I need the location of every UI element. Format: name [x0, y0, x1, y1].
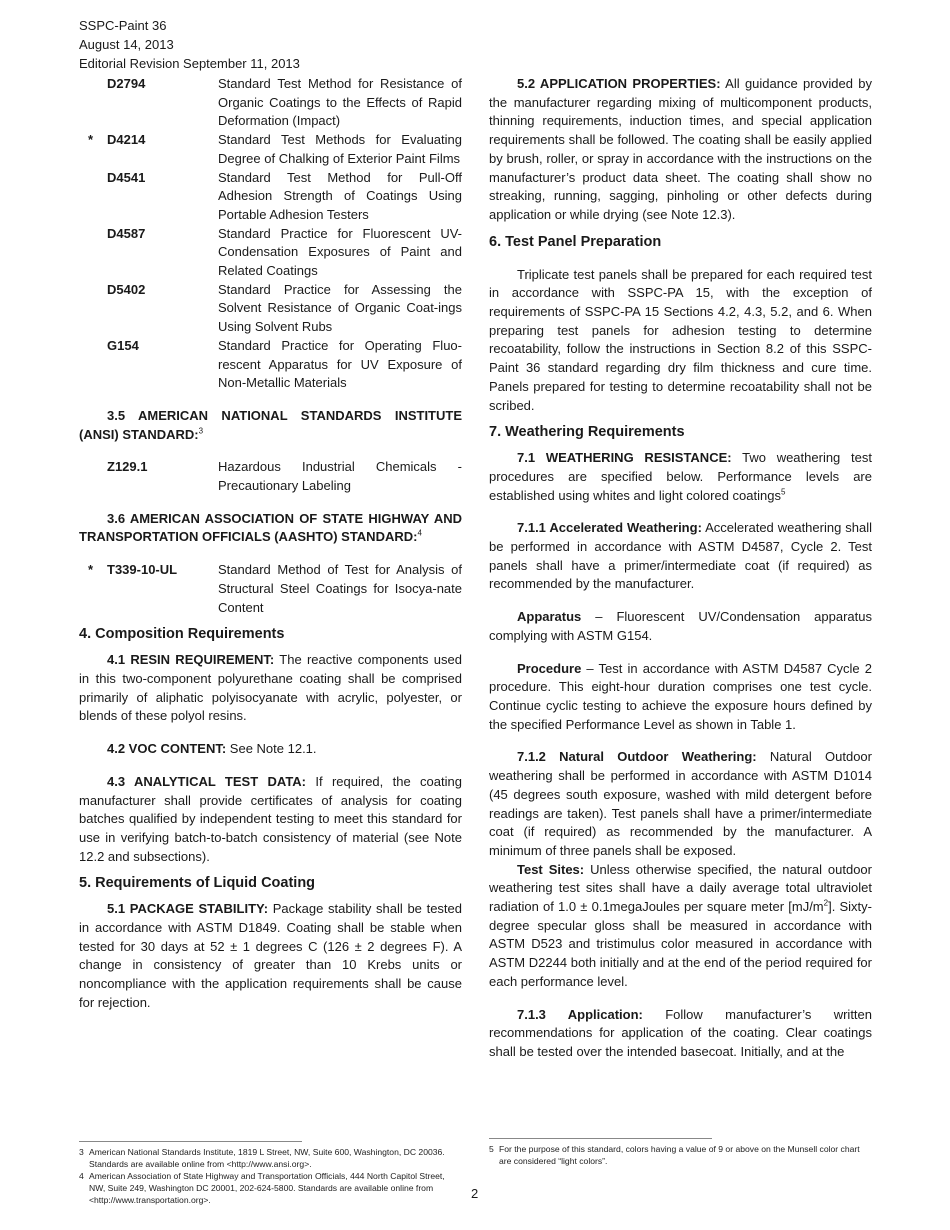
- paragraph-6: Triplicate test panels shall be prepared for each required test in accordance with SSPC-PA 15, with the exception of requirements of SSPC-PA 15 Sections 4.2, 4.3, 5.2, and 6. When preparing test panels for adhesion testing to determine recoatability, follow the instructions in Section 8.2 of this SSPC-Paint 36 standard regarding dry film thickness and cure time. Panels prepared for testing to determine recoatability shall not be scribed.: [489, 266, 872, 413]
- reference-row: [79, 337, 462, 393]
- reference-code: Z129.1: [107, 459, 148, 475]
- revision-marker: *: [87, 132, 93, 148]
- doc-date: August 14, 2013: [79, 37, 174, 52]
- paragraph-procedure: Procedure – Test in accordance with ASTM D4587 Cycle 2 procedure. This eight-hour duration comprises one test cycle. Continue cyclic testing to achieve the exposure hours defined by the specified Performance Level as shown in Table 1.: [489, 660, 872, 732]
- revision-marker: *: [87, 562, 93, 578]
- reference-title: Standard Practice for Assessing the Solvent Resistance of Organic Coat-ings Using Solvent Rubs: [218, 281, 462, 335]
- reference-code: T339-10-UL: [107, 562, 178, 578]
- paragraph-4-1: 4.1 RESIN REQUIREMENT: The reactive components used in this two-component polyurethane coating shall be comprised primarily of aliphatic polyisocyanate with acrylic, polyester, or blends of these polyol resins.: [79, 652, 462, 724]
- reference-row: [79, 169, 462, 225]
- paragraph-apparatus: Apparatus – Fluorescent UV/Condensation apparatus complying with ASTM G154.: [489, 609, 872, 643]
- paragraph-5-2: 5.2 APPLICATION PROPERTIES: All guidance provided by the manufacturer regarding mixing of multicomponent products, thinning requirements, induction times, and special application requirements shall be followed. The coating shall be easily applied by brush, roller, or spray in accordance with the instructions on the manufacturer’s product data sheet. The coating shall show no streaking, running, sagging, pinholing or other defects during application or while drying (see Note 12.3).: [489, 76, 872, 222]
- reference-title: Standard Test Methods for Evaluating Degree of Chalking of Exterior Paint Films: [218, 132, 462, 166]
- reference-code: D4541: [107, 169, 146, 185]
- reference-code: D2794: [107, 76, 146, 91]
- reference-row: [79, 225, 462, 281]
- paragraph-7-1-2: 7.1.2 Natural Outdoor Weathering: Natural Outdoor weathering shall be performed in accordance with ASTM D1014 (45 degrees south exposure, washed with mild detergent before readings are taken). Test panels shall have a primer/intermediate coat (if required) as recommended by the manufacturer. A minimum of three panels shall be exposed.: [489, 749, 872, 858]
- paragraph-test-sites: Test Sites: Unless otherwise specified, the natural outdoor weathering test sites shall have a daily average total ultraviolet radiation of 1.0 ± 0.1megaJoules per square meter $[mJ/m^2]$. Sixty-degree specular gloss shall be measured in accordance with ASTM D523 and tristimulus color measured in accordance with ASTM D2244 both initially and at the end of the period required for each performance level.: [489, 861, 872, 989]
- paragraph-4-3: 4.3 ANALYTICAL TEST DATA: If required, the coating manufacturer shall provide certificates of analysis for coating batches qualified by independent testing to meet this standard for use in verifying batch-to-batch consistency of material (see Note 12.2 and subsections).: [79, 773, 462, 864]
- paragraph-7-1: 7.1 WEATHERING RESISTANCE: Two weathering test procedures are specified below. Performance levels are established using whites and light colored coatings$^5$: [489, 450, 872, 503]
- reference-title: Standard Test Method for Pull-Off Adhesion Strength of Coatings Using Portable Adhesion Testers: [218, 169, 462, 222]
- footnote: 3 American National Standards Institute, 1819 L Street, NW, Suite 600, Washington, DC 20036. Standards are available online from <http://www.ansi.org>.: [79, 1147, 445, 1169]
- paragraph-5-1: 5.1 PACKAGE STABILITY: Package stability shall be tested in accordance with ASTM D1849. Coating shall be stable when tested for 30 days at 52 ± 1 degrees C (126 ± 2 degrees F). A change in consistency of greater than 10 Krebs units or noncompliance with the application requirements shall be cause for rejection.: [79, 901, 463, 1010]
- left-column: [79, 75, 462, 1013]
- reference-row: [79, 561, 462, 617]
- reference-title: Standard Test Method for Resistance of Organic Coatings to the Effects of Rapid Deformation (Impact): [218, 76, 462, 129]
- section-6-title: 6. Test Panel Preparation: [489, 233, 662, 250]
- page-header: [79, 16, 300, 73]
- footnotes-right: [489, 1143, 873, 1167]
- astm-reference-list: [79, 75, 462, 393]
- reference-title: Standard Practice for Operating Fluo-rescent Apparatus for UV Exposure of Non-Metallic Materials: [218, 337, 462, 391]
- reference-title: Standard Method of Test for Analysis of Structural Steel Coatings for Isocya-nate Content: [218, 562, 462, 615]
- section-7-title: 7. Weathering Requirements: [489, 424, 685, 441]
- reference-title: Standard Practice for Fluorescent UV-Condensation Exposures of Paint and Related Coatings: [218, 225, 462, 279]
- reference-row: [79, 458, 462, 495]
- section-5-title: 5. Requirements of Liquid Coating: [79, 875, 316, 892]
- reference-code: D5402: [107, 281, 146, 297]
- section-3-5-heading: 3.5 AMERICAN NATIONAL STANDARDS INSTITUTE (ANSI) STANDARD:$^3$: [79, 407, 462, 442]
- section-4-title: 4. Composition Requirements: [79, 626, 285, 643]
- reference-code: D4214: [107, 132, 146, 148]
- footnote-rule-right: [489, 1138, 712, 1139]
- reference-row: [79, 75, 462, 131]
- footnote: 4 American Association of State Highway and Transportation Officials, 444 North Capitol Street, NW, Suite 249, Washington DC 20001, 202-624-5800. Standards are available online from <http://www.transportation.org>.: [79, 1171, 445, 1205]
- doc-revision: Editorial Revision September 11, 2013: [79, 56, 300, 71]
- right-column: [489, 75, 872, 1062]
- section-3-6-heading: 3.6 AMERICAN ASSOCIATION OF STATE HIGHWAY AND TRANSPORTATION OFFICIALS (AASHTO) STANDARD:$^4$: [79, 510, 462, 545]
- paragraph-7-1-3: 7.1.3 Application: Follow manufacturer’s written recommendations for application of the coating. Clear coatings shall be tested over the intended basecoat. Initially, and at the: [489, 1006, 872, 1059]
- paragraph-7-1-1: 7.1.1 Accelerated Weathering: Accelerated weathering shall be performed in accordance with ASTM D4587, Cycle 2. Test panels shall have a primer/intermediate coat (if required) as recommended by the manufacturer.: [489, 520, 872, 592]
- reference-row: [79, 131, 462, 168]
- footnotes-left: [79, 1146, 463, 1206]
- footnote: 5 For the purpose of this standard, colors having a value of 9 or above on the Munsell color chart are considered “light colors”.: [489, 1144, 860, 1166]
- reference-code: G154: [107, 337, 139, 353]
- reference-row: [79, 281, 462, 337]
- page-number: 2: [471, 1186, 479, 1201]
- reference-title: Hazardous Industrial Chemicals - Precautionary Labeling: [218, 459, 462, 494]
- footnote-rule-left: [79, 1141, 302, 1142]
- reference-code: D4587: [107, 225, 146, 241]
- doc-id: SSPC-Paint 36: [79, 18, 167, 33]
- paragraph-4-2: 4.2 VOC CONTENT: See Note 12.1.: [107, 741, 317, 757]
